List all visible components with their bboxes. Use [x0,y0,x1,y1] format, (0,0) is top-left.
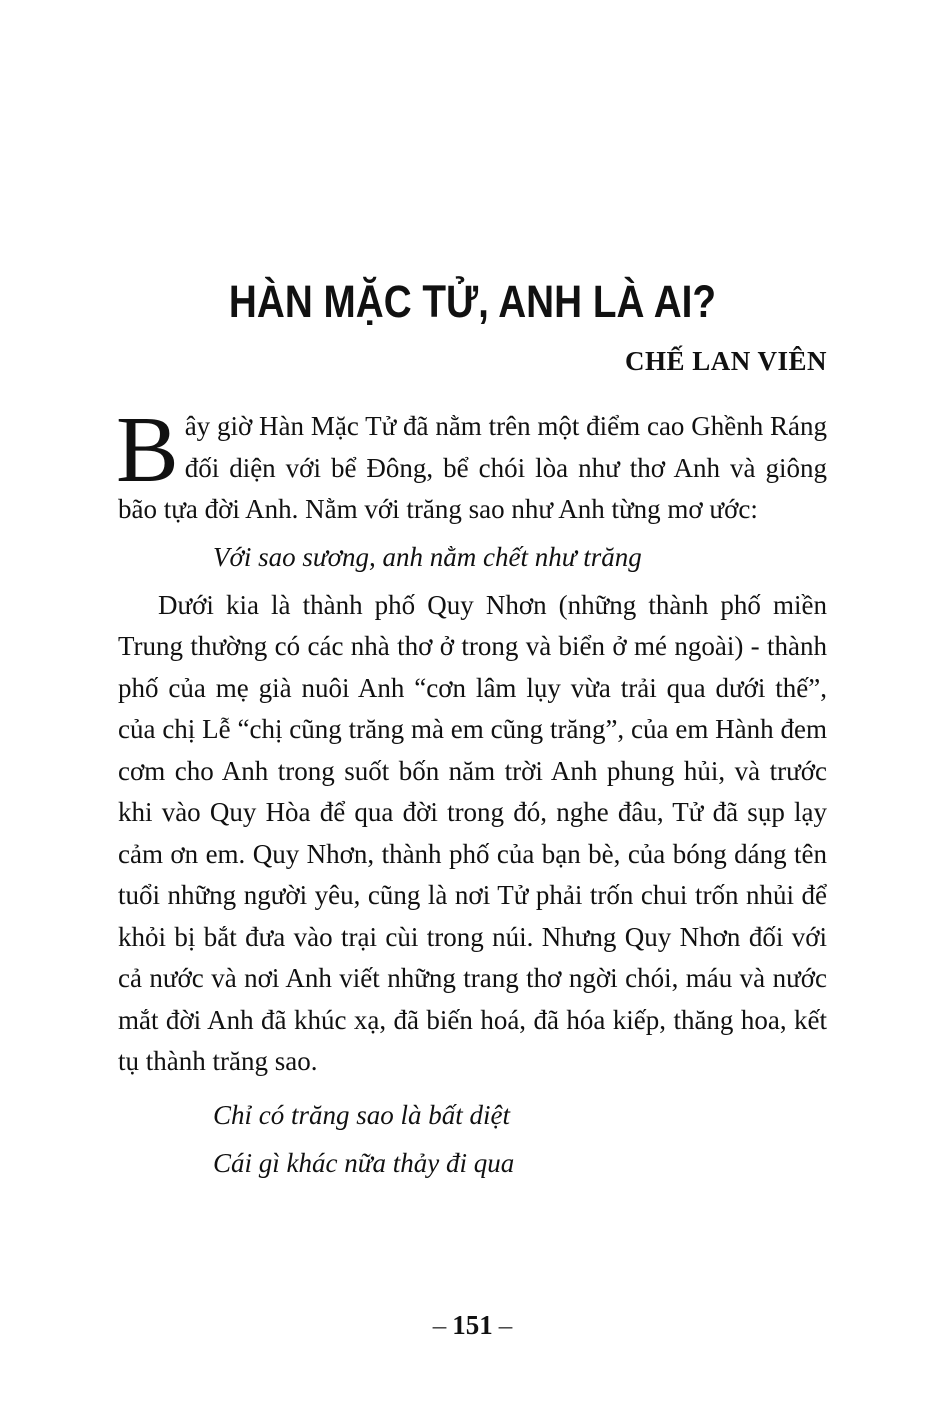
verse-line-2: Chỉ có trăng sao là bất diệt [213,1099,510,1130]
drop-cap: B [116,398,179,502]
page-footer [0,1310,945,1341]
paragraph-2: Dưới kia là thành phố Quy Nhơn (những thành phố miền Trung thường có các nhà thơ ở trong và biển ở mé ngoài) - thành phố của mẹ già nuôi Anh “cơn lâm lụy vừa trải qua dưới thế”, của chị Lễ “chị cũng trăng mà em cũng trăng”, của em Hành đem cơm cho Anh trong suốt bốn năm trời Anh phung hủi, và trước khi vào Quy Hòa để qua đời trong đó, nghe đâu, Tử đã sụp lạy cảm ơn em. Quy Nhơn, thành phố của bạn bè, của bóng dáng tên tuổi những người yêu, cũng là nơi Tử phải trốn chui trốn nhủi để khỏi bị bắt đưa vào trại cùi trong núi. Nhưng Quy Nhơn đối với cả nước và nơi Anh viết những trang thơ ngời chói, máu và nước mắt đời Anh đã khúc xạ, đã biến hoá, đã hóa kiếp, thăng hoa, kết tụ thành trăng sao. [118,589,827,1076]
chapter-body [116,398,827,1187]
verse-stanza [118,1091,827,1187]
chapter-title: HÀN MẶC TỬ, ANH LÀ AI? [228,276,717,327]
paragraph-1-text: ây giờ Hàn Mặc Tử đã nằm trên một điểm cao Ghềnh Ráng đối diện với bể Đông, bể chói lòa như thơ Anh và giông bão tựa đời Anh. Nằm với trăng sao như Anh từng mơ ước: [118,411,827,524]
verse-line-1: Với sao sương, anh nằm chết như trăng [213,541,642,572]
paragraph-1 [116,398,827,531]
page-number: 151 [452,1310,493,1340]
footer-dash-left: – [432,1310,447,1340]
verse-line-3: Cái gì khác nữa thảy đi qua [213,1147,515,1178]
chapter-author: CHẾ LAN VIÊN [624,346,827,376]
footer-dash-right: – [498,1310,513,1340]
